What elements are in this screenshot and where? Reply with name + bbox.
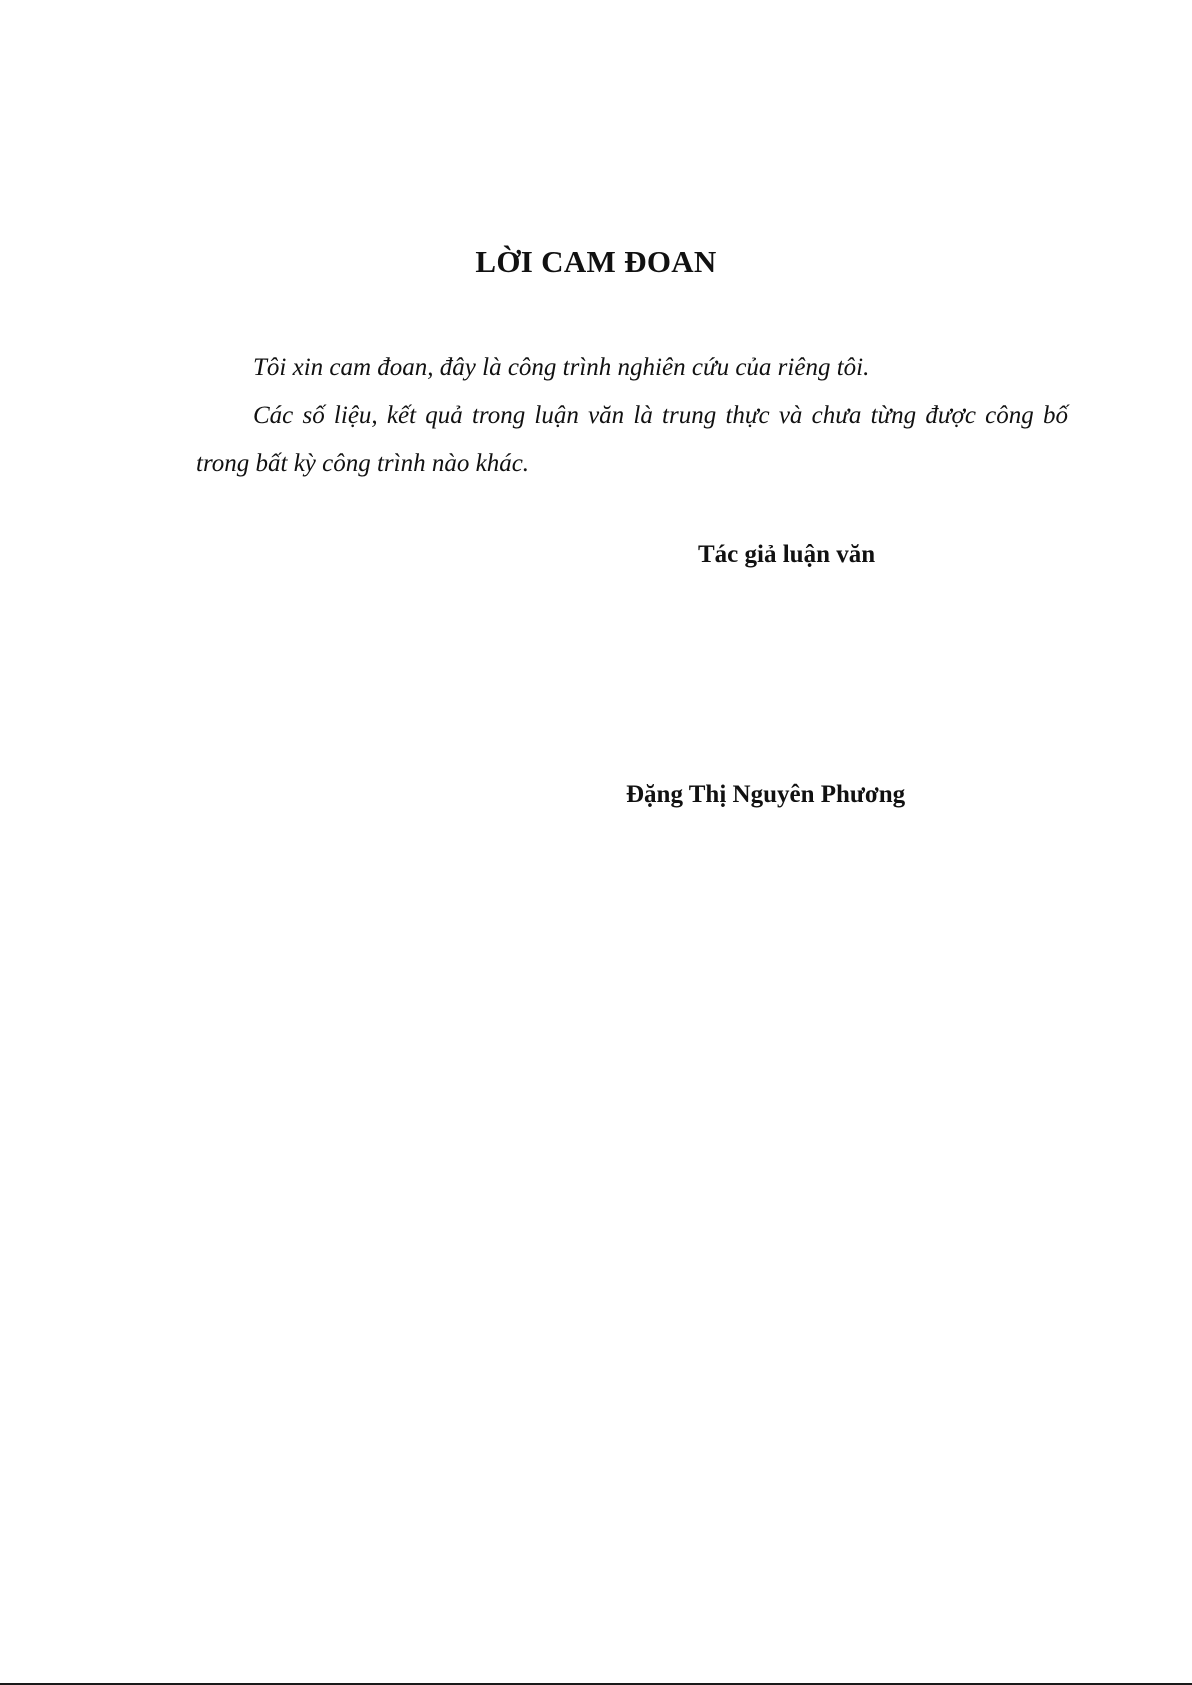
declaration-paragraph-2: Các số liệu, kết quả trong luận văn là trung thực và chưa từng được công bố trong bất kỳ công trình nào khác.	[196, 402, 1068, 477]
page-title: LỜI CAM ĐOAN	[475, 244, 717, 279]
declaration-body	[196, 344, 1068, 488]
signature-role: Tác giả luận văn	[698, 541, 876, 568]
signature-name: Đặng Thị Nguyên Phương	[626, 781, 906, 808]
declaration-paragraph-1: Tôi xin cam đoan, đây là công trình nghiên cứu của riêng tôi.	[253, 354, 870, 381]
